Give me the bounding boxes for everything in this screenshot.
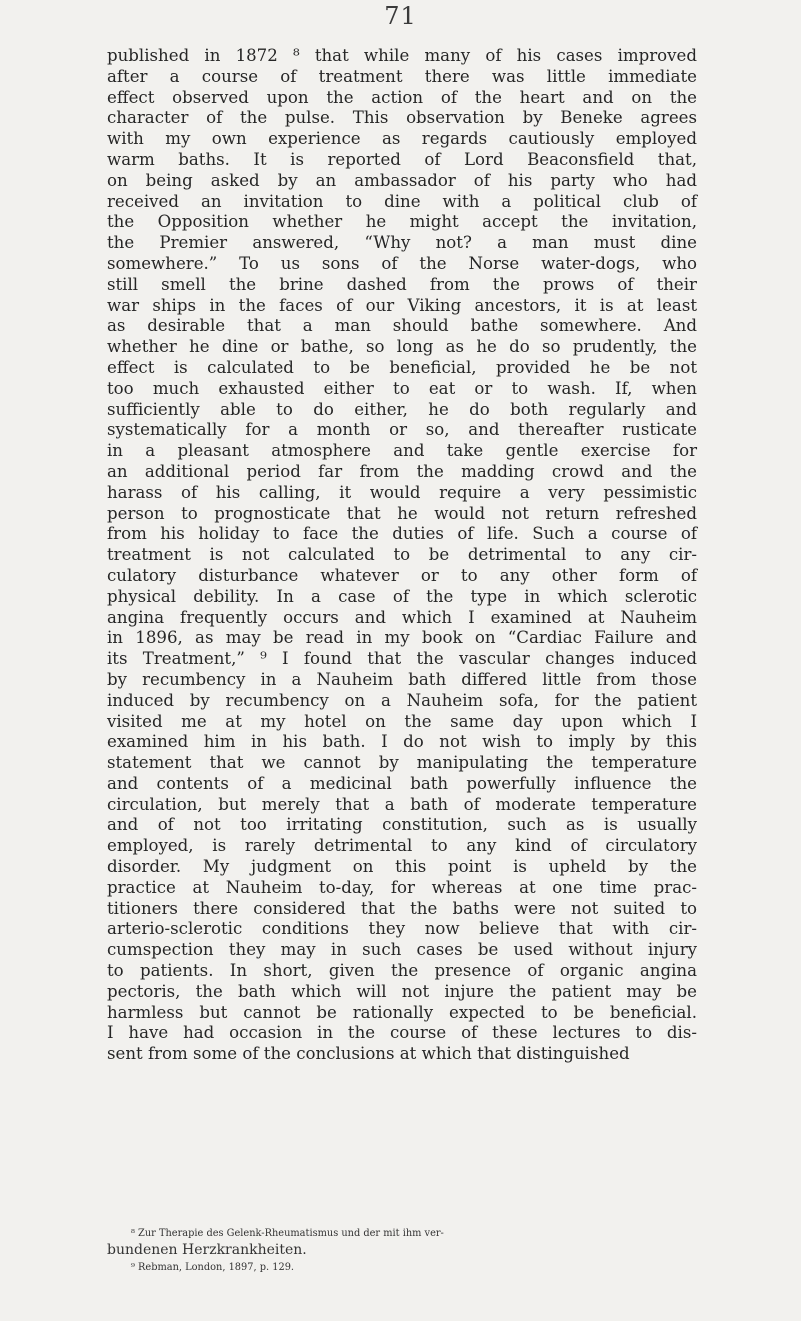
text-line: effect observed upon the action of the heart and on the — [107, 87, 697, 107]
text-line: an additional period far from the madding crowd and the — [107, 461, 697, 481]
text-line: I have had occasion in the course of these lectures to dis- — [107, 1023, 697, 1043]
text-line: character of the pulse. This observation by Beneke agrees — [107, 108, 697, 128]
text-line: on being asked by an ambassador of his party who had — [107, 170, 697, 190]
text-line: after a course of treatment there was little immediate — [107, 66, 697, 86]
text-line: pectoris, the bath which will not injure the patient may be — [107, 981, 697, 1001]
footnote-8-continued: bundenen Herzkrankheiten. — [107, 1242, 307, 1258]
text-line: systematically for a month or so, and thereafter rusticate — [107, 420, 697, 440]
text-line: still smell the brine dashed from the prows of their — [107, 274, 697, 294]
text-line: induced by recumbency on a Nauheim sofa, for the patient — [107, 690, 697, 710]
text-line: by recumbency in a Nauheim bath differed little from those — [107, 669, 697, 689]
text-line: and of not too irritating constitution, such as is usually — [107, 815, 697, 835]
text-line: to patients. In short, given the presence of organic angina — [107, 961, 697, 981]
text-line: visited me at my hotel on the same day upon which I — [107, 711, 697, 731]
text-line: sufficiently able to do either, he do both regularly and — [107, 399, 697, 419]
footnote-9: ⁹ Rebman, London, 1897, p. 129. — [131, 1262, 295, 1273]
text-line: and contents of a medicinal bath powerfully influence the — [107, 773, 697, 793]
footnote-8: ⁸ Zur Therapie des Gelenk-Rheumatismus und der mit ihm ver- — [131, 1228, 444, 1239]
page-number: 71 — [384, 2, 417, 30]
text-line: the Premier answered, “Why not? a man must dine — [107, 233, 697, 253]
body-text — [107, 46, 697, 1065]
text-line: whether he dine or bathe, so long as he do so prudently, the — [107, 337, 697, 357]
text-line: practice at Nauheim to-day, for whereas at one time prac- — [107, 877, 697, 897]
text-line: harmless but cannot be rationally expected to be beneficial. — [107, 1002, 697, 1022]
text-line: treatment is not calculated to be detrimental to any cir- — [107, 545, 697, 565]
text-line: war ships in the faces of our Viking ancestors, it is at least — [107, 295, 697, 315]
text-line: arterio-sclerotic conditions they now believe that with cir- — [107, 919, 697, 939]
text-line: with my own experience as regards cautiously employed — [107, 129, 697, 149]
text-line: effect is calculated to be beneficial, provided he be not — [107, 357, 697, 377]
text-line: the Opposition whether he might accept the invitation, — [107, 212, 697, 232]
text-line: employed, is rarely detrimental to any kind of circulatory — [107, 836, 697, 856]
text-line: received an invitation to dine with a political club of — [107, 191, 697, 211]
text-line: circulation, but merely that a bath of moderate temperature — [107, 794, 697, 814]
text-line: person to prognosticate that he would not return refreshed — [107, 503, 697, 523]
text-line: from his holiday to face the duties of life. Such a course of — [107, 524, 697, 544]
footnotes — [107, 1225, 697, 1276]
text-line: examined him in his bath. I do not wish to imply by this — [107, 732, 697, 752]
text-line: harass of his calling, it would require a very pessimistic — [107, 482, 697, 502]
text-line: cumspection they may in such cases be used without injury — [107, 940, 697, 960]
text-line: as desirable that a man should bathe somewhere. And — [107, 316, 697, 336]
text-line: disorder. My judgment on this point is upheld by the — [107, 857, 697, 877]
text-line: titioners there considered that the baths were not suited to — [107, 898, 697, 918]
text-line: published in 1872 ⁸ that while many of his cases improved — [107, 46, 697, 65]
text-line: angina frequently occurs and which I examined at Nauheim — [107, 607, 697, 627]
text-line: too much exhausted either to eat or to wash. If, when — [107, 378, 697, 398]
text-line: warm baths. It is reported of Lord Beaconsfield that, — [107, 149, 697, 169]
text-line: in a pleasant atmosphere and take gentle exercise for — [107, 441, 697, 461]
text-line: statement that we cannot by manipulating the temperature — [107, 753, 697, 773]
text-line: culatory disturbance whatever or to any other form of — [107, 565, 697, 585]
text-line: somewhere.” To us sons of the Norse water-dogs, who — [107, 253, 697, 273]
text-line: physical debility. In a case of the type in which sclerotic — [107, 586, 697, 606]
text-line: in 1896, as may be read in my book on “Cardiac Failure and — [107, 628, 697, 648]
text-line: its Treatment,” ⁹ I found that the vascular changes induced — [107, 649, 697, 669]
text-line: sent from some of the conclusions at which that distinguished — [107, 1044, 630, 1064]
